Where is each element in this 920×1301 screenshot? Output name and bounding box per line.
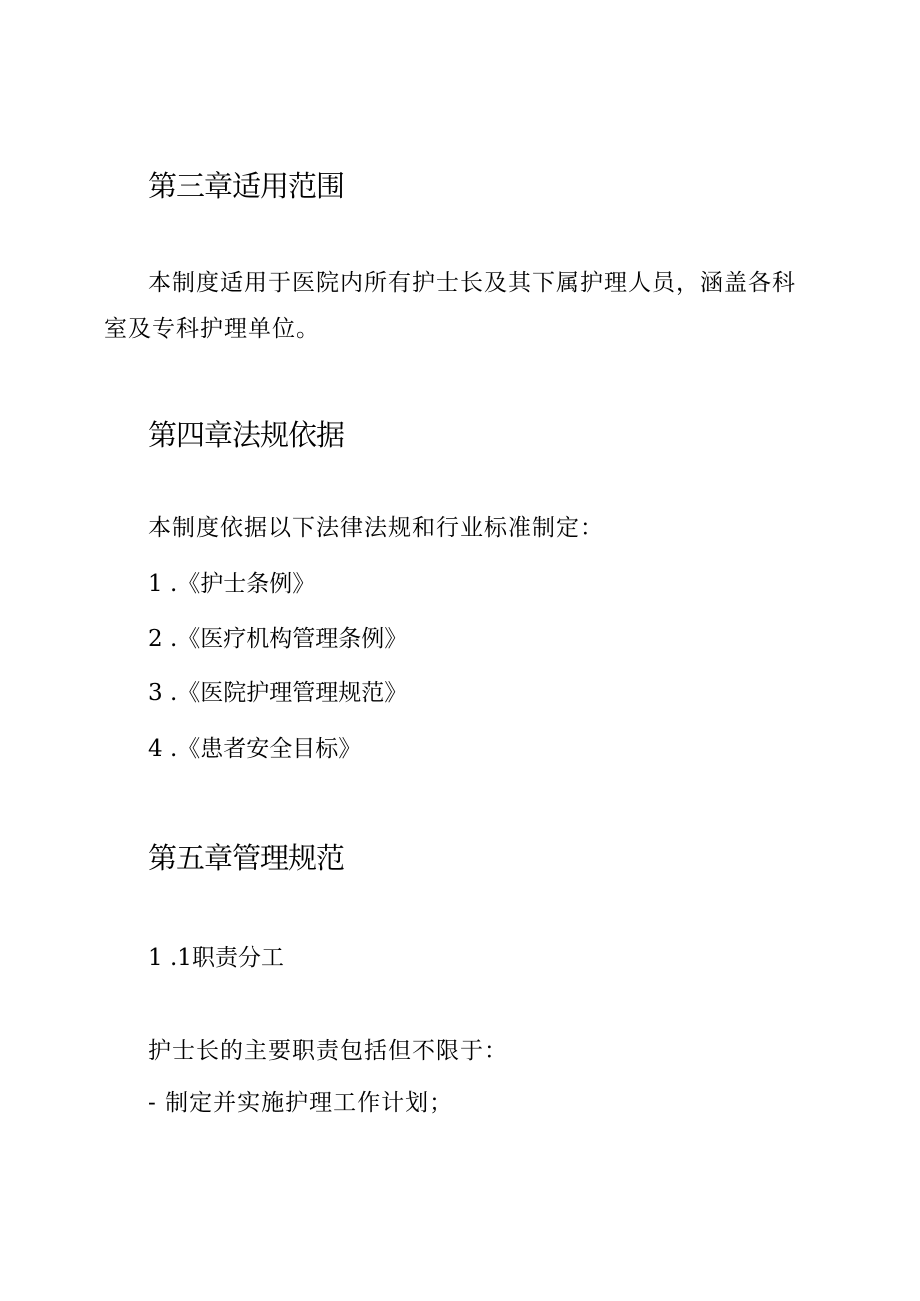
list-item — [148, 733, 361, 766]
bullet-item: - 制定并实施护理工作计划； — [148, 1090, 454, 1116]
list-item — [148, 677, 407, 710]
section-title: .1职责分工 — [170, 945, 284, 971]
chapter3-body: 本制度适用于医院内所有护士长及其下属护理人员，涵盖各科室及专科护理单位。 — [104, 270, 796, 342]
chapter3-heading: 第三章适用范围 — [148, 169, 345, 203]
list-item-text: .《医疗机构管理条例》 — [170, 626, 408, 652]
section-number: 1 — [148, 945, 164, 971]
section-heading — [148, 942, 284, 975]
chapter5-intro: 护士长的主要职责包括但不限于： — [148, 1038, 508, 1064]
chapter4-intro: 本制度依据以下法律法规和行业标准制定： — [148, 515, 604, 541]
list-item-number: 1 — [148, 571, 164, 597]
list-item-text: .《患者安全目标》 — [170, 736, 362, 762]
list-item-text: .《护士条例》 — [170, 571, 316, 597]
list-item — [148, 568, 315, 601]
list-item-number: 3 — [148, 680, 164, 706]
chapter4-heading: 第四章法规依据 — [148, 418, 345, 452]
chapter5-heading: 第五章管理规范 — [148, 841, 345, 875]
list-item-number: 2 — [148, 626, 164, 652]
list-item — [148, 623, 407, 656]
list-item-text: .《医院护理管理规范》 — [170, 680, 408, 706]
list-item-number: 4 — [148, 736, 164, 762]
